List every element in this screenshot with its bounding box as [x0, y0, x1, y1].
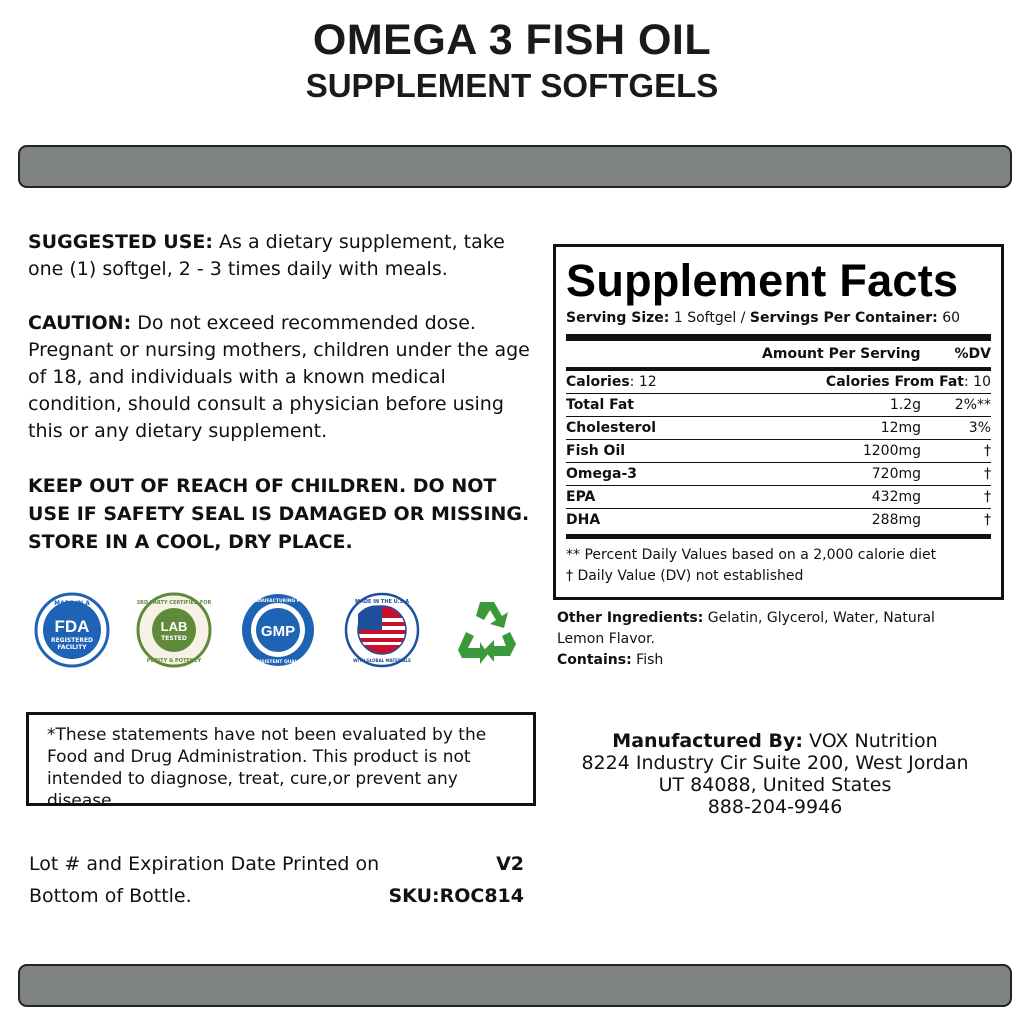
- badge-main-text: GMP: [260, 623, 296, 640]
- footnote-dagger: † Daily Value (DV) not established: [566, 568, 804, 584]
- nutrient-dv: †: [984, 489, 991, 505]
- product-title: OMEGA 3 FISH OIL: [312, 16, 712, 64]
- calories-row: [566, 371, 991, 393]
- nutrient-row: [566, 509, 991, 531]
- bottom-band: [18, 964, 1012, 1007]
- nutrient-row: [566, 440, 991, 462]
- contains-label: Contains:: [557, 652, 632, 668]
- amount-header: Amount Per Serving: [762, 346, 921, 362]
- nutrient-name: Cholesterol: [566, 420, 656, 436]
- badge-bottom-text: WITH GLOBAL MATERIALS: [353, 658, 411, 663]
- version-label: V2: [496, 853, 524, 875]
- serving-size-value: 1 Softgel /: [669, 310, 750, 326]
- ingredients-text: Gelatin, Glycerol, Water, Natural Lemon Flavor.: [557, 610, 935, 647]
- facts-footnotes: [566, 545, 991, 587]
- nutrient-amount: 1.2g: [889, 397, 921, 413]
- badge-main-text: LAB: [160, 619, 188, 634]
- lot-line-1: Lot # and Expiration Date Printed on: [29, 853, 380, 875]
- divider-thick: [566, 334, 991, 341]
- nutrient-amount: 12mg: [880, 420, 921, 436]
- suggested-use: [28, 229, 538, 283]
- divider-thick: [566, 534, 991, 539]
- nutrient-dv: †: [984, 512, 991, 528]
- nutrient-name: EPA: [566, 489, 596, 505]
- gmp-badge: [234, 592, 322, 668]
- badge-bottom-text: CONSISTENT QUALITY: [250, 660, 306, 665]
- suggested-use-text: As a dietary supplement, take one (1) softgel, 2 - 3 times daily with meals.: [28, 231, 505, 280]
- sku-info: [389, 848, 525, 912]
- nutrient-dv: †: [984, 443, 991, 459]
- manufacturer-label: Manufactured By:: [612, 730, 803, 752]
- nutrient-row: [566, 417, 991, 439]
- serving-info: [566, 310, 991, 326]
- nutrient-name: Total Fat: [566, 397, 635, 413]
- contains-text: Fish: [631, 652, 664, 668]
- dv-header: %DV: [954, 346, 991, 362]
- lab-tested-badge: [136, 592, 212, 668]
- caution-label: CAUTION:: [28, 312, 132, 334]
- sku-label: SKU:ROC814: [388, 885, 524, 907]
- address-line-2: UT 84088, United States: [658, 774, 892, 796]
- nutrient-row: [566, 463, 991, 485]
- calories-label: Calories: [566, 374, 630, 390]
- product-subtitle: SUPPLEMENT SOFTGELS: [305, 67, 719, 104]
- fda-registered-badge: [34, 592, 110, 668]
- facts-title: Supplement Facts: [566, 255, 959, 306]
- top-band: [18, 145, 1012, 188]
- nutrient-amount: 288mg: [871, 512, 921, 528]
- lot-line-2: Bottom of Bottle.: [29, 885, 192, 907]
- nutrient-amount: 1200mg: [862, 443, 921, 459]
- other-ingredients: [557, 608, 977, 671]
- certification-badges: [30, 592, 530, 672]
- nutrient-dv: †: [984, 466, 991, 482]
- badge-main-text: FDA: [54, 617, 90, 636]
- badge-line2-text: FACILITY: [57, 644, 87, 651]
- calories-fat-label: Calories From Fat: [825, 374, 965, 390]
- badge-line1-text: REGISTERED: [50, 637, 94, 644]
- ingredients-label: Other Ingredients:: [557, 610, 704, 626]
- calories-value: : 12: [629, 374, 657, 390]
- badge-line1-text: TESTED: [161, 635, 187, 642]
- calories-fat-value: : 10: [964, 374, 991, 390]
- fda-disclaimer: *These statements have not been evaluated by the Food and Drug Administration. This product is not intended to diagnose, treat, cure,or prevent any disease.: [26, 712, 536, 806]
- serving-size-label: Serving Size:: [566, 310, 670, 326]
- footnote-dv: ** Percent Daily Values based on a 2,000 calorie diet: [566, 547, 937, 563]
- badge-top-text: MADE IN A: [54, 600, 90, 607]
- nutrient-name: DHA: [566, 512, 601, 528]
- nutrient-name: Omega-3: [566, 466, 638, 482]
- manufacturer-info: [560, 730, 990, 818]
- phone-number: 888-204-9946: [707, 796, 843, 818]
- servings-label: Servings Per Container:: [749, 310, 938, 326]
- nutrient-amount: 432mg: [871, 489, 921, 505]
- nutrient-row: [566, 394, 991, 416]
- facts-header-row: [566, 341, 991, 367]
- nutrient-amount: 720mg: [871, 466, 921, 482]
- nutrient-row: [566, 486, 991, 508]
- made-in-usa-badge: [344, 592, 420, 668]
- nutrient-dv: 3%: [968, 420, 991, 436]
- caution-text: Do not exceed recommended dose. Pregnant or nursing mothers, children under the age of 18, and individuals with a known medical condition, should consult a physician before using this or any dietary supplement.: [28, 312, 530, 442]
- lot-info: [29, 848, 379, 912]
- suggested-use-label: SUGGESTED USE:: [28, 231, 213, 253]
- address-line-1: 8224 Industry Cir Suite 200, West Jordan: [581, 752, 969, 774]
- warning-text: KEEP OUT OF REACH OF CHILDREN. DO NOT USE IF SAFETY SEAL IS DAMAGED OR MISSING. STORE IN A COOL, DRY PLACE.: [28, 475, 530, 553]
- caution: [28, 310, 538, 445]
- recycle-icon: [450, 592, 526, 668]
- manufacturer-name: VOX Nutrition: [802, 730, 938, 752]
- badge-top-text: MADE IN THE U.S.A: [354, 599, 410, 605]
- nutrient-dv: 2%**: [954, 397, 991, 413]
- badge-top-text: 3RD PARTY CERTIFIED FOR: [136, 600, 212, 606]
- supplement-facts-panel: [553, 244, 1004, 600]
- badge-bottom-text: PURITY & POTENCY: [146, 658, 202, 664]
- badge-top-text: GOOD MANUFACTURING PRACTICE: [234, 599, 322, 604]
- servings-value: 60: [937, 310, 961, 326]
- nutrient-name: Fish Oil: [566, 443, 626, 459]
